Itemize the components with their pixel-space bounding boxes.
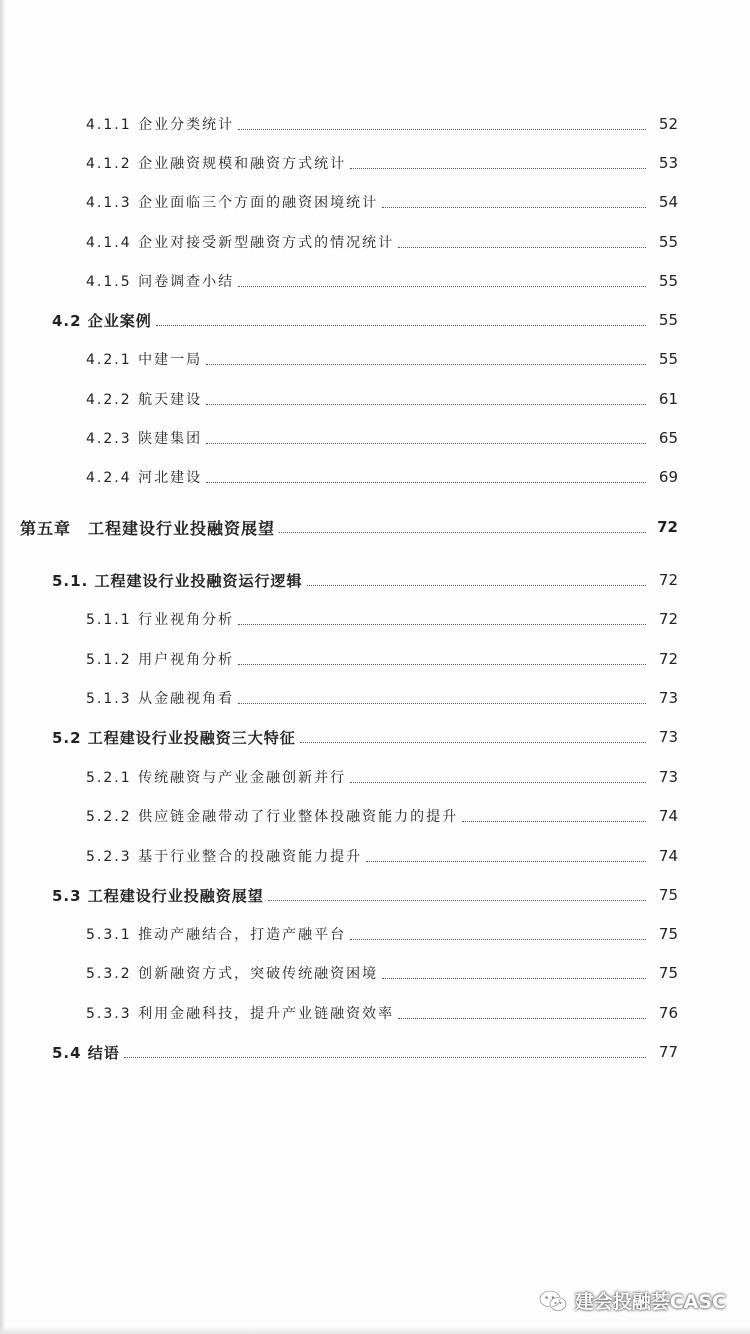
toc-entry-label: 5.1.3 从金融视角看: [86, 691, 235, 707]
dot-leader: [350, 938, 646, 940]
toc-entry[interactable]: [0, 386, 750, 412]
toc-entry-label: 4.2.1 中建一局: [86, 352, 203, 368]
toc-page-number: 55: [658, 311, 678, 329]
dot-leader: [382, 977, 646, 979]
dot-leader: [300, 741, 646, 743]
dot-leader: [124, 1056, 646, 1058]
dot-leader: [462, 820, 646, 822]
toc-entry-label: 4.2.3 陕建集团: [86, 431, 203, 447]
dot-leader: [366, 860, 646, 862]
toc-entry-label: 4.1.1 企业分类统计: [86, 117, 235, 133]
dot-leader: [398, 246, 646, 248]
dot-leader: [350, 167, 646, 169]
toc-entry[interactable]: [0, 189, 750, 215]
toc-page-number: 69: [658, 468, 678, 486]
wechat-icon: [539, 1290, 567, 1312]
toc-page-number: 73: [658, 768, 678, 786]
toc-entry-label: 4.2.2 航天建设: [86, 392, 203, 408]
dot-leader: [206, 481, 646, 483]
toc-entry[interactable]: [0, 843, 750, 869]
toc-page-number: 55: [658, 233, 678, 251]
toc-page-number: 73: [658, 728, 678, 746]
dot-leader: [307, 584, 647, 586]
toc-entry[interactable]: [0, 307, 750, 333]
toc-entry-label: 5.1. 工程建设行业投融资运行逻辑: [52, 571, 303, 590]
toc-entry[interactable]: [0, 882, 750, 908]
toc-page-number: 72: [657, 518, 678, 536]
toc-entry[interactable]: [0, 960, 750, 986]
toc-page-number: 72: [658, 571, 678, 589]
toc-page-number: 53: [658, 154, 678, 172]
toc-entry[interactable]: [0, 606, 750, 632]
toc-entry[interactable]: [0, 425, 750, 451]
toc-page-number: 55: [658, 350, 678, 368]
toc-page-number: 77: [658, 1043, 678, 1061]
toc-entry[interactable]: [0, 685, 750, 711]
toc-entry[interactable]: [0, 1000, 750, 1026]
toc-entry[interactable]: [0, 567, 750, 593]
toc-entry[interactable]: [0, 268, 750, 294]
dot-leader: [206, 442, 646, 444]
dot-leader: [238, 702, 646, 704]
toc-entry[interactable]: [0, 803, 750, 829]
toc-entry-label: 4.1.4 企业对接受新型融资方式的情况统计: [86, 235, 395, 251]
toc-page-number: 55: [658, 272, 678, 290]
dot-leader: [350, 781, 646, 783]
toc-page-number: 75: [658, 964, 678, 982]
toc-entry[interactable]: [0, 646, 750, 672]
toc-entry-label: 5.2.1 传统融资与产业金融创新并行: [86, 770, 347, 786]
toc-entry[interactable]: [0, 229, 750, 255]
toc-entry-label: 5.3.3 利用金融科技，提升产业链融资效率: [86, 1006, 395, 1022]
toc-entry[interactable]: [0, 111, 750, 137]
toc-entry[interactable]: [0, 464, 750, 490]
toc-entry-label: 4.2 企业案例: [52, 311, 152, 330]
toc-page-number: 72: [658, 610, 678, 628]
dot-leader: [238, 128, 646, 130]
dot-leader: [382, 206, 646, 208]
toc-page-number: 52: [658, 115, 678, 133]
toc-page-number: 75: [658, 925, 678, 943]
toc-entry-label: 4.1.5 问卷调查小结: [86, 274, 235, 290]
toc-entry[interactable]: [0, 1039, 750, 1065]
toc-page-number: 74: [658, 807, 678, 825]
toc-page-number: 76: [658, 1004, 678, 1022]
dot-leader: [156, 324, 646, 326]
toc-entry-label: 4.2.4 河北建设: [86, 470, 203, 486]
dot-leader: [238, 285, 646, 287]
dot-leader: [238, 623, 646, 625]
toc-page-number: 54: [658, 193, 678, 211]
toc-entry-label: 5.1.2 用户视角分析: [86, 652, 235, 668]
toc-entry[interactable]: [0, 921, 750, 947]
toc-page-number: 75: [658, 886, 678, 904]
toc-entry-label: 5.3.2 创新融资方式，突破传统融资困境: [86, 966, 379, 982]
toc-entry-label: 5.2.2 供应链金融带动了行业整体投融资能力的提升: [86, 809, 459, 825]
toc-page-number: 61: [658, 390, 678, 408]
dot-leader: [206, 363, 646, 365]
dot-leader: [238, 663, 646, 665]
toc-page-number: 74: [658, 847, 678, 865]
account-watermark: [539, 1287, 726, 1314]
watermark-text: 建会投融荟CASC: [574, 1291, 726, 1313]
toc-entry-label: 5.3 工程建设行业投融资展望: [52, 886, 264, 905]
dot-leader: [268, 899, 646, 901]
toc-entry[interactable]: [0, 724, 750, 750]
toc-entry-label: 5.3.1 推动产融结合，打造产融平台: [86, 927, 347, 943]
toc-entry[interactable]: [0, 764, 750, 790]
dot-leader: [279, 531, 646, 533]
toc-entry-label: 4.1.2 企业融资规模和融资方式统计: [86, 156, 347, 172]
toc-chapter-label: 第五章 工程建设行业投融资展望: [20, 518, 276, 538]
toc-entry-label: 4.1.3 企业面临三个方面的融资困境统计: [86, 195, 379, 211]
page-bottom-shadow: [0, 1326, 750, 1334]
toc-chapter-entry[interactable]: [0, 514, 750, 540]
toc-entry-label: 5.1.1 行业视角分析: [86, 612, 235, 628]
toc-page-number: 73: [658, 689, 678, 707]
toc-entry-label: 5.2 工程建设行业投融资三大特征: [52, 728, 296, 747]
toc-page-number: 72: [658, 650, 678, 668]
toc-entry-label: 5.2.3 基于行业整合的投融资能力提升: [86, 849, 363, 865]
toc-entry[interactable]: [0, 150, 750, 176]
toc-entry[interactable]: [0, 346, 750, 372]
dot-leader: [398, 1017, 646, 1019]
dot-leader: [206, 403, 646, 405]
toc-page-number: 65: [658, 429, 678, 447]
toc-entry-label: 5.4 结语: [52, 1043, 120, 1062]
